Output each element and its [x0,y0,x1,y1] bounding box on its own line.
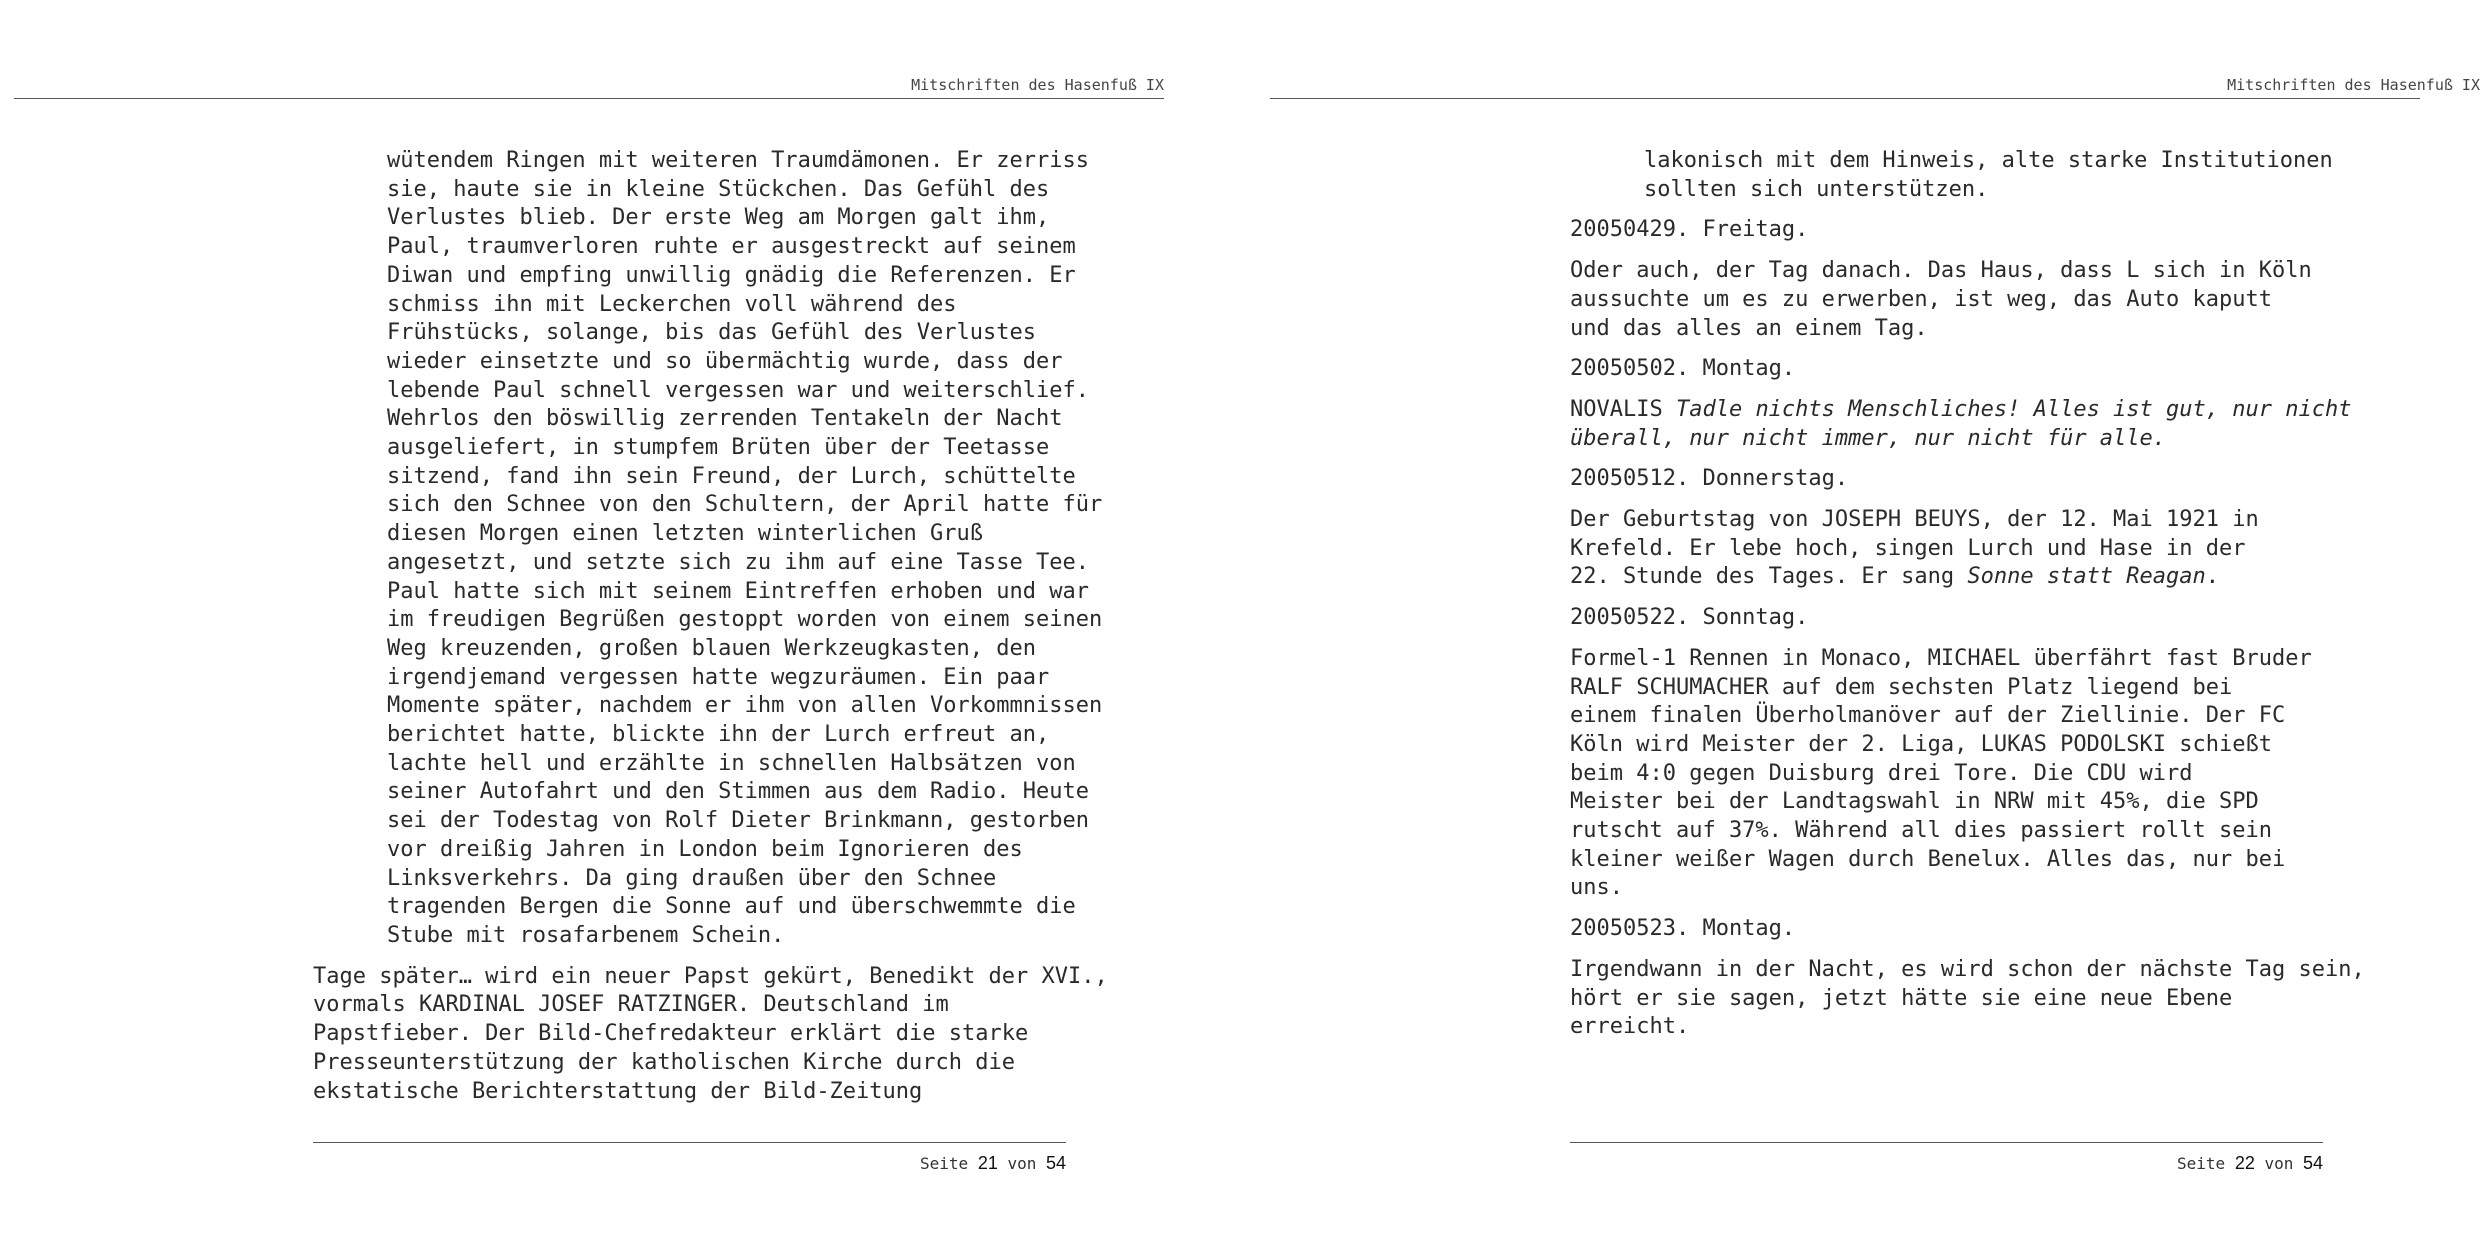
date-entry [1570,604,2420,633]
page-total: 54 [1046,1153,1067,1173]
text-fragment: . [2205,564,2220,590]
paragraph [1570,147,2420,204]
quote-author: NOVALIS [1570,396,1663,422]
text-line: Meister bei der Landtagswahl in NRW mit 45%, die SPD [1570,789,2259,815]
page-footer [2177,1153,2323,1174]
text-line: Der Geburtstag von JOSEPH BEUYS, der 12. Mai 1921 in [1570,507,2259,533]
text-line: und das alles an einem Tag. [1570,315,1928,341]
text-line: rutscht auf 37%. Während all dies passiert rollt sein [1570,818,2272,844]
paragraph [313,147,1163,951]
text-line: Wehrlos den böswillig zerrenden Tentakeln der Nacht [387,406,1063,432]
text-line: seiner Autofahrt und den Stimmen aus dem Radio. Heute [387,779,1089,805]
page-number: 22 [2234,1153,2255,1173]
text-line: Krefeld. Er lebe hoch, singen Lurch und Hase in der [1570,535,2246,561]
body-text [1570,147,2420,1054]
header-rule [14,98,1164,99]
footer-rule [1570,1142,2323,1143]
text-line: ausgeliefert, in stumpfem Brüten über der Teetasse [387,435,1050,461]
text-fragment: 22. Stunde des Tages. Er sang [1570,564,1955,590]
text-line: berichtet hatte, blickte ihn der Lurch erfreut an, [387,722,1050,748]
page-number: 21 [977,1153,998,1173]
text-line: Paul hatte sich mit seinem Eintreffen erhoben und war [387,578,1089,604]
footer-prefix: Seite [920,1154,969,1173]
date-entry [1570,216,2420,245]
header-rule [1270,98,2420,99]
quote-text: überall, nur nicht immer, nur nicht für alle. [1570,425,2167,451]
text-line: 20050429. Freitag. [1570,217,1809,243]
text-line: diesen Morgen einen letzten winterlichen Gruß [387,521,984,547]
text-line: Momente später, nachdem er ihm von allen Vorkommnissen [387,693,1103,719]
text-line: Frühstücks, solange, bis das Gefühl des Verlustes [387,320,1037,346]
date-entry [1570,355,2420,384]
text-line: sei der Todestag von Rolf Dieter Brinkmann, gestorben [387,808,1089,834]
page-total: 54 [2303,1153,2324,1173]
text-line: lebende Paul schnell vergessen war und weiterschlief. [387,377,1089,403]
footer-rule [313,1142,1066,1143]
text-line: tragenden Bergen die Sonne auf und überschwemmte die [387,894,1076,920]
text-line: 20050522. Sonntag. [1570,605,1809,631]
text-line: Presseunterstützung der katholischen Kirche durch die [313,1049,1015,1075]
page-footer [920,1153,1066,1174]
footer-middle: von [1007,1154,1037,1173]
text-line: beim 4:0 gegen Duisburg drei Tore. Die CDU wird [1570,760,2193,786]
text-line: lachte hell und erzählte in schnellen Halbsätzen von [387,750,1076,776]
text-line: kleiner weißer Wagen durch Benelux. Alles das, nur bei [1570,846,2286,872]
text-line: Linksverkehrs. Da ging draußen über den Schnee [387,865,997,891]
text-line: ekstatische Berichterstattung der Bild-Zeitung [313,1078,923,1104]
body-text [313,147,1163,1118]
text-line [1570,425,2420,454]
text-line: angesetzt, und setzte sich zu ihm auf eine Tasse Tee. [387,549,1089,575]
date-entry [1570,465,2420,494]
running-header: Mitschriften des Hasenfuß IX [911,76,1164,94]
text-line: schmiss ihn mit Leckerchen voll während des [387,291,957,317]
running-header: Mitschriften des Hasenfuß IX [2227,76,2480,94]
text-line: Oder auch, der Tag danach. Das Haus, dass L sich in Köln [1570,258,2312,284]
song-title: Sonne statt Reagan [1967,564,2206,590]
text-line: vormals KARDINAL JOSEF RATZINGER. Deutschland im [313,992,949,1018]
quote-paragraph [1570,396,2420,453]
text-line: Formel-1 Rennen in Monaco, MICHAEL überfährt fast Bruder [1570,645,2312,671]
text-line: Köln wird Meister der 2. Liga, LUKAS PODOLSKI schießt [1570,731,2272,757]
text-line: sitzend, fand ihn sein Freund, der Lurch, schüttelte [387,463,1076,489]
text-line: Paul, traumverloren ruhte er ausgestreckt auf seinem [387,234,1076,260]
text-line: sollten sich unterstützen. [1644,176,1989,202]
paragraph [313,963,1163,1107]
text-line: Diwan und empfing unwillig gnädig die Referenzen. Er [387,262,1076,288]
text-line: aussuchte um es zu erwerben, ist weg, das Auto kaputt [1570,286,2272,312]
text-line: Papstfieber. Der Bild-Chefredakteur erklärt die starke [313,1021,1029,1047]
text-line: Verlustes blieb. Der erste Weg am Morgen galt ihm, [387,205,1050,231]
text-line: irgendjemand vergessen hatte wegzuräumen. Ein paar [387,664,1050,690]
text-line: 20050523. Montag. [1570,916,1796,942]
paragraph [1570,506,2420,592]
paragraph [1570,645,2420,903]
text-line: vor dreißig Jahren in London beim Ignorieren des [387,836,1023,862]
paragraph [1570,257,2420,343]
text-line: RALF SCHUMACHER auf dem sechsten Platz liegend bei [1570,674,2233,700]
text-line: wütendem Ringen mit weiteren Traumdämonen. Er zerriss [387,148,1089,173]
text-line: hört er sie sagen, jetzt hätte sie eine neue Ebene [1570,985,2233,1011]
text-line: einem finalen Überholmanöver auf der Ziellinie. Der FC [1570,703,2286,729]
text-line: Stube mit rosafarbenem Schein. [387,922,785,948]
text-line: im freudigen Begrüßen gestoppt worden von einem seinen [387,607,1103,633]
text-line: lakonisch mit dem Hinweis, alte starke Institutionen [1644,148,2333,173]
footer-prefix: Seite [2177,1154,2226,1173]
quote-text: Tadle nichts Menschliches! Alles ist gut, nur nicht [1675,396,2352,422]
text-line: sich den Schnee von den Schultern, der April hatte für [387,492,1103,518]
text-line: sie, haute sie in kleine Stückchen. Das Gefühl des [387,176,1050,202]
text-line [1570,396,2420,425]
text-line: wieder einsetzte und so übermächtig wurde, dass der [387,348,1063,374]
text-line: 20050502. Montag. [1570,356,1796,382]
text-line: 20050512. Donnerstag. [1570,466,1849,492]
text-line: Tage später… wird ein neuer Papst gekürt, Benedikt der XVI., [313,963,1108,989]
footer-middle: von [2264,1154,2294,1173]
text-line [1570,563,2420,592]
text-line: Weg kreuzenden, großen blauen Werkzeugkasten, den [387,635,1037,661]
text-line: uns. [1570,875,1623,901]
text-line: erreicht. [1570,1014,1690,1040]
text-line: Irgendwann in der Nacht, es wird schon der nächste Tag sein, [1570,956,2365,982]
right-page [1240,0,2480,1240]
date-entry [1570,915,2420,944]
paragraph [1570,956,2420,1042]
